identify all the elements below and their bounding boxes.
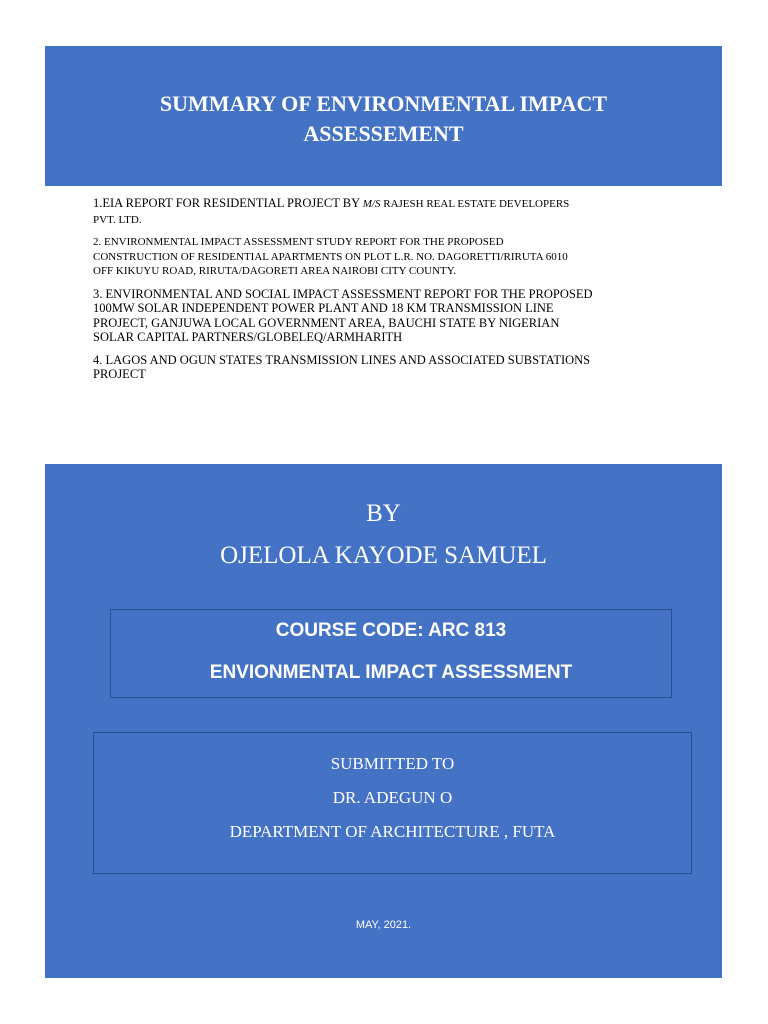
submission-box bbox=[93, 732, 692, 874]
report-3-line-4: SOLAR CAPITAL PARTNERS/GLOBELEQ/ARMHARITH bbox=[93, 330, 403, 344]
report-2-line-1: 2. ENVIRONMENTAL IMPACT ASSESSMENT STUDY REPORT FOR THE PROPOSED bbox=[93, 236, 504, 248]
report-item-4 bbox=[93, 353, 673, 382]
course-box bbox=[110, 609, 672, 698]
author-name: OJELOLA KAYODE SAMUEL bbox=[220, 542, 547, 569]
report-3-line-3: PROJECT, GANJUWA LOCAL GOVERNMENT AREA, BAUCHI STATE BY NIGERIAN bbox=[93, 315, 560, 330]
recipient-name: DR. ADEGUN O bbox=[332, 788, 453, 807]
report-item-1 bbox=[93, 196, 673, 227]
report-3-line-2: 100MW SOLAR INDEPENDENT POWER PLANT AND 18 KM TRANSMISSION LINE bbox=[93, 301, 554, 315]
submitted-to-label: SUBMITTED TO bbox=[330, 754, 455, 773]
submission-date: MAY, 2021. bbox=[355, 919, 412, 931]
title-line-2: ASSESSEMENT bbox=[303, 121, 464, 146]
by-label: BY bbox=[366, 500, 401, 527]
title-line-1: SUMMARY OF ENVIRONMENTAL IMPACT bbox=[159, 91, 608, 116]
title-banner bbox=[45, 46, 722, 186]
report-4-line-1: 4. LAGOS AND OGUN STATES TRANSMISSION LINES AND ASSOCIATED SUBSTATIONS bbox=[93, 352, 591, 367]
department-name: DEPARTMENT OF ARCHITECTURE , FUTA bbox=[229, 822, 556, 841]
report-1-italic: M/S bbox=[362, 198, 381, 210]
course-name: ENVIONMENTAL IMPACT ASSESSMENT bbox=[209, 662, 573, 683]
report-1-line-2: PVT. LTD. bbox=[93, 213, 142, 226]
report-2-line-2: CONSTRUCTION OF RESIDENTIAL APARTMENTS ON PLOT L.R. NO. DAGORETTI/RIRUTA 6010 bbox=[93, 250, 568, 263]
report-2-line-3: OFF KIKUYU ROAD, RIRUTA/DAGORETI AREA NAIROBI CITY COUNTY. bbox=[93, 265, 457, 277]
report-1-suffix: RAJESH REAL ESTATE DEVELOPERS bbox=[380, 198, 570, 210]
cover-panel bbox=[45, 464, 722, 978]
report-1-prefix: 1.EIA REPORT FOR RESIDENTIAL PROJECT BY bbox=[93, 196, 363, 210]
course-code: COURSE CODE: ARC 813 bbox=[275, 620, 507, 641]
report-item-2 bbox=[93, 235, 673, 279]
report-list bbox=[93, 196, 673, 390]
report-4-line-2: PROJECT bbox=[93, 367, 146, 381]
report-item-3 bbox=[93, 287, 673, 345]
report-3-line-1: 3. ENVIRONMENTAL AND SOCIAL IMPACT ASSESSMENT REPORT FOR THE PROPOSED bbox=[93, 286, 593, 301]
